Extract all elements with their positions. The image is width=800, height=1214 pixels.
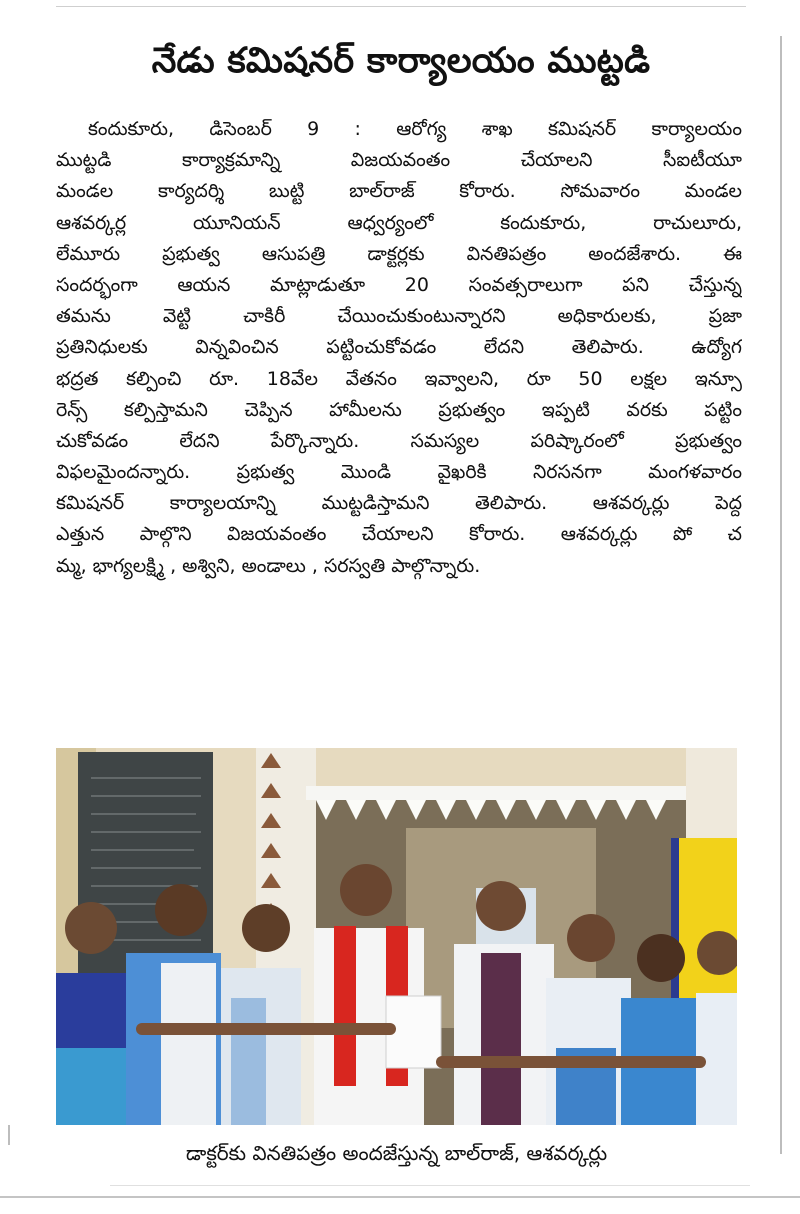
body-line: ఎత్తున పాల్గొని విజయవంతం చేయాలని కోరారు. ఆశవర్కర్లు పో చ bbox=[56, 523, 742, 546]
body-line: కందుకూరు, డిసెంబర్ 9 : ఆరోగ్య శాఖ కమిషనర్ కార్యాలయం bbox=[88, 118, 742, 140]
body-line: చుకోవడం లేదని పేర్కొన్నారు. సమస్యల పరిష్కారంలో ప్రభుత్వం bbox=[56, 429, 742, 452]
body-line: విఫలమైందన్నారు. ప్రభుత్వ మొండి వైఖరికి నిరసనగా మంగళవారం bbox=[56, 461, 742, 484]
column-rule bbox=[780, 36, 782, 1154]
body-line: తమను వెట్టి చాకిరీ చేయించుకుంటున్నారని అధికారులకు, ప్రజా bbox=[56, 305, 742, 328]
body-line: భద్రత కల్పించి రూ. 18వేల వేతనం ఇవ్వాలని, రూ 50 లక్షల ఇన్సూ bbox=[56, 367, 742, 390]
caption-rule bbox=[110, 1185, 750, 1186]
photo-caption: డాక్టర్‌కు వినతిపత్రం అందజేస్తున్న బాల్‌రాజ్, ఆశవర్కర్లు bbox=[185, 1141, 608, 1165]
headline: నేడు కమిషనర్ కార్యాలయం ముట్టడి bbox=[151, 41, 651, 81]
body-line: ఆశవర్కర్ల యూనియన్ ఆధ్వర్యంలో కందుకూరు, రాచులూరు, bbox=[56, 211, 742, 234]
body-line: ముట్టడి కార్యాక్రమాన్ని విజయవంతం చేయాలని సీఐటీయూ bbox=[56, 149, 742, 172]
photo-red-scarf bbox=[334, 926, 356, 1086]
body-line: మ్మ, భాగ్యలక్ష్మి , అశ్విని, అండాలు , సరస్వతి పాల్గొన్నారు. bbox=[56, 554, 481, 577]
bottom-rule bbox=[0, 1196, 800, 1198]
top-rule bbox=[56, 6, 746, 7]
news-photo bbox=[56, 748, 737, 1125]
photo-banner bbox=[671, 838, 737, 1008]
body-line: కమిషనర్ కార్యాలయాన్ని ముట్టడిస్తామని తెలిపారు. ఆశవర్కర్లు పెద్ద bbox=[56, 492, 742, 515]
left-rule bbox=[8, 1125, 10, 1145]
body-line: సందర్భంగా ఆయన మాట్లాడుతూ 20 సంవత్సరాలుగా పని చేస్తున్న bbox=[56, 273, 742, 296]
body-line: రెన్స్ కల్పిస్తామని చెప్పిన హామీలను ప్రభుత్వం ఇప్పటి వరకు పట్టిం bbox=[56, 398, 742, 421]
body-line: లేమూరు ప్రభుత్వ ఆసుపత్రి డాక్టర్లకు వినతిపత్రం అందజేశారు. ఈ bbox=[56, 242, 742, 265]
body-line: మండల కార్యదర్శి బుట్టి బాల్‌రాజ్ కోరారు. సోమవారం మండల bbox=[56, 180, 742, 203]
body-line: ప్రతినిధులకు విన్నవించిన పట్టించుకోవడం లేదని తెలిపారు. ఉద్యోగ bbox=[56, 336, 742, 359]
article-body bbox=[56, 114, 742, 582]
